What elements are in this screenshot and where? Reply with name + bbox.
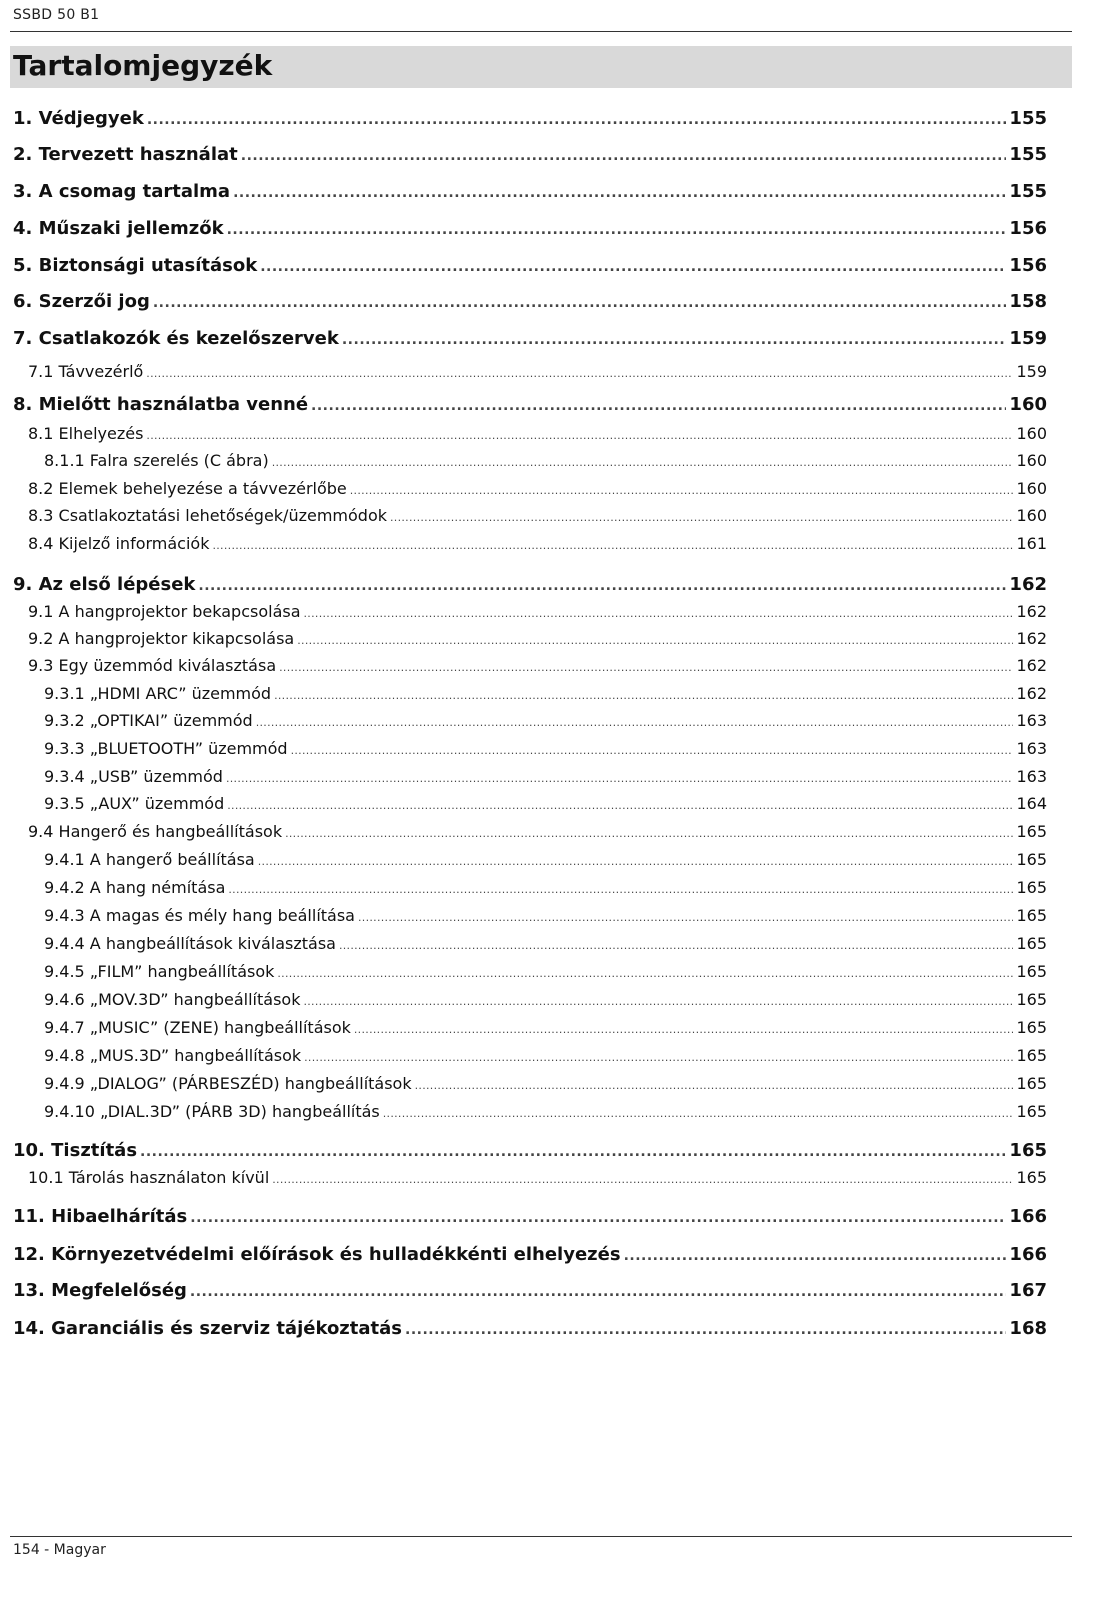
toc-entry-page: 165: [1016, 934, 1047, 953]
toc-entry[interactable]: [44, 711, 1047, 730]
toc-entry[interactable]: [13, 255, 1047, 276]
toc-leader-dots: [274, 689, 1013, 702]
toc-leader-dots: [241, 148, 1007, 164]
toc-entry-page: 155: [1009, 144, 1047, 165]
toc-leader-dots: [297, 634, 1013, 647]
toc-entry-page: 162: [1016, 656, 1047, 675]
toc-entry-page: 160: [1016, 451, 1047, 470]
toc-entry-page: 166: [1009, 1206, 1047, 1227]
toc-entry-label: 14. Garanciális és szerviz tájékoztatás: [13, 1318, 403, 1339]
toc-leader-dots: [277, 967, 1013, 980]
toc-entry-label: 9.3.5 „AUX” üzemmód: [44, 794, 225, 813]
toc-entry[interactable]: [13, 1318, 1047, 1339]
toc-entry-label: 13. Megfelelőség: [13, 1280, 187, 1301]
toc-entry[interactable]: [28, 362, 1047, 381]
toc-leader-dots: [291, 744, 1014, 757]
toc-leader-dots: [227, 799, 1013, 812]
page-footer: 154 - Magyar: [13, 1542, 106, 1558]
toc-entry-page: 165: [1016, 906, 1047, 925]
toc-entry[interactable]: [44, 906, 1047, 925]
toc-entry[interactable]: [44, 739, 1047, 758]
toc-leader-dots: [190, 1210, 1006, 1226]
toc-entry-page: 160: [1009, 394, 1047, 415]
toc-entry-page: 162: [1016, 684, 1047, 703]
toc-entry-label: 10.1 Tárolás használaton kívül: [28, 1168, 270, 1187]
toc-entry-label: 4. Műszaki jellemzők: [13, 218, 224, 239]
toc-leader-dots: [226, 772, 1014, 785]
toc-entry-page: 163: [1016, 767, 1047, 786]
toc-leader-dots: [405, 1322, 1006, 1338]
toc-entry[interactable]: [13, 1206, 1047, 1227]
toc-entry-label: 8.2 Elemek behelyezése a távvezérlőbe: [28, 479, 347, 498]
toc-leader-dots: [311, 398, 1006, 414]
toc-leader-dots: [350, 484, 1014, 497]
toc-entry-page: 155: [1009, 108, 1047, 129]
toc-entry[interactable]: [13, 181, 1047, 202]
toc-entry-label: 8.4 Kijelző információk: [28, 534, 210, 553]
toc-leader-dots: [285, 827, 1013, 840]
toc-entry[interactable]: [44, 878, 1047, 897]
toc-entry-page: 158: [1009, 291, 1047, 312]
toc-entry-label: 9.4.3 A magas és mély hang beállítása: [44, 906, 355, 925]
toc-entry[interactable]: [13, 1280, 1047, 1301]
toc-leader-dots: [303, 995, 1013, 1008]
toc-entry[interactable]: [13, 144, 1047, 165]
toc-entry[interactable]: [13, 328, 1047, 349]
toc-entry[interactable]: [44, 962, 1047, 981]
toc-entry-page: 165: [1016, 990, 1047, 1009]
toc-leader-dots: [227, 222, 1007, 238]
toc-entry-page: 161: [1016, 534, 1047, 553]
page-title: Tartalomjegyzék: [13, 49, 273, 82]
toc-entry[interactable]: [44, 1102, 1047, 1121]
toc-entry-page: 165: [1016, 1018, 1047, 1037]
toc-entry[interactable]: [28, 629, 1047, 648]
toc-leader-dots: [383, 1107, 1014, 1120]
toc-leader-dots: [228, 883, 1013, 896]
toc-entry-page: 165: [1016, 878, 1047, 897]
toc-entry[interactable]: [13, 1244, 1047, 1265]
toc-entry[interactable]: [44, 990, 1047, 1009]
toc-leader-dots: [354, 1023, 1014, 1036]
toc-entry[interactable]: [44, 850, 1047, 869]
toc-leader-dots: [258, 855, 1014, 868]
toc-leader-dots: [190, 1284, 1007, 1300]
toc-leader-dots: [279, 661, 1013, 674]
toc-leader-dots: [256, 716, 1014, 729]
toc-leader-dots: [415, 1079, 1014, 1092]
toc-entry-label: 9.3.1 „HDMI ARC” üzemmód: [44, 684, 272, 703]
toc-entry[interactable]: [44, 451, 1047, 470]
toc-entry-label: 9.3.2 „OPTIKAI” üzemmód: [44, 711, 253, 730]
toc-leader-dots: [390, 511, 1013, 524]
header-divider: [10, 31, 1072, 32]
toc-entry[interactable]: [28, 1168, 1047, 1187]
toc-leader-dots: [304, 607, 1014, 620]
toc-leader-dots: [146, 429, 1013, 442]
toc-entry-label: 9.4.1 A hangerő beállítása: [44, 850, 255, 869]
toc-entry[interactable]: [28, 424, 1047, 443]
toc-leader-dots: [140, 1144, 1006, 1160]
toc-entry-page: 165: [1016, 962, 1047, 981]
toc-entry[interactable]: [44, 1074, 1047, 1093]
toc-entry-label: 9.4.2 A hang némítása: [44, 878, 226, 897]
toc-leader-dots: [198, 578, 1006, 594]
toc-entry[interactable]: [13, 218, 1047, 239]
toc-entry-label: 9.4.7 „MUSIC” (ZENE) hangbeállítások: [44, 1018, 351, 1037]
toc-entry[interactable]: [28, 602, 1047, 621]
toc-entry-page: 167: [1009, 1280, 1047, 1301]
toc-entry[interactable]: [44, 934, 1047, 953]
toc-entry[interactable]: [44, 684, 1047, 703]
toc-entry-label: 11. Hibaelhárítás: [13, 1206, 188, 1227]
toc-entry[interactable]: [44, 1046, 1047, 1065]
toc-entry-page: 162: [1016, 602, 1047, 621]
toc-entry-label: 3. A csomag tartalma: [13, 181, 231, 202]
toc-entry-label: 7.1 Távvezérlő: [28, 362, 144, 381]
document-header: SSBD 50 B1: [13, 7, 100, 23]
toc-entry-label: 8.1.1 Falra szerelés (C ábra): [44, 451, 269, 470]
toc-entry-page: 162: [1016, 629, 1047, 648]
toc-entry-label: 1. Védjegyek: [13, 108, 144, 129]
toc-entry-label: 8.3 Csatlakoztatási lehetőségek/üzemmódok: [28, 506, 387, 525]
toc-entry-page: 160: [1016, 424, 1047, 443]
toc-entry[interactable]: [28, 822, 1047, 841]
toc-entry-page: 163: [1016, 711, 1047, 730]
toc-entry-label: 9.4.5 „FILM” hangbeállítások: [44, 962, 275, 981]
toc-leader-dots: [146, 367, 1013, 380]
toc-entry[interactable]: [44, 767, 1047, 786]
toc-entry[interactable]: [44, 794, 1047, 813]
toc-entry-page: 168: [1009, 1318, 1047, 1339]
toc-leader-dots: [339, 939, 1014, 952]
toc-entry-page: 165: [1016, 822, 1047, 841]
toc-entry-page: 165: [1016, 1046, 1047, 1065]
toc-entry-page: 155: [1009, 181, 1047, 202]
toc-leader-dots: [624, 1248, 1007, 1264]
toc-leader-dots: [212, 539, 1013, 552]
toc-entry-page: 160: [1016, 479, 1047, 498]
toc-entry-label: 12. Környezetvédelmi előírások és hulladékkénti elhelyezés: [13, 1244, 621, 1265]
toc-entry[interactable]: [13, 1140, 1047, 1161]
toc-entry-label: 9.2 A hangprojektor kikapcsolása: [28, 629, 295, 648]
toc-entry-label: 9.4.4 A hangbeállítások kiválasztása: [44, 934, 336, 953]
toc-entry-page: 165: [1009, 1140, 1047, 1161]
footer-divider: [10, 1536, 1072, 1537]
toc-entry-page: 159: [1009, 328, 1047, 349]
toc-leader-dots: [358, 911, 1013, 924]
toc-entry-page: 165: [1016, 1074, 1047, 1093]
toc-entry-label: 9.4 Hangerő és hangbeállítások: [28, 822, 283, 841]
toc-entry[interactable]: [44, 1018, 1047, 1037]
title-band: [10, 46, 1072, 88]
toc-entry[interactable]: [13, 291, 1047, 312]
toc-entry-label: 9.4.6 „MOV.3D” hangbeállítások: [44, 990, 301, 1009]
toc-entry-page: 156: [1009, 218, 1047, 239]
toc-entry[interactable]: [28, 506, 1047, 525]
toc-entry-label: 9. Az első lépések: [13, 574, 196, 595]
toc-entry-page: 162: [1009, 574, 1047, 595]
toc-entry-label: 6. Szerzői jog: [13, 291, 150, 312]
toc-leader-dots: [233, 185, 1006, 201]
toc-entry[interactable]: [13, 108, 1047, 129]
toc-leader-dots: [272, 456, 1014, 469]
toc-entry-label: 2. Tervezett használat: [13, 144, 238, 165]
toc-entry-page: 160: [1016, 506, 1047, 525]
toc-entry-label: 9.4.8 „MUS.3D” hangbeállítások: [44, 1046, 302, 1065]
toc-entry-page: 165: [1016, 850, 1047, 869]
toc-entry-page: 164: [1016, 794, 1047, 813]
toc-leader-dots: [272, 1173, 1013, 1186]
toc-leader-dots: [342, 332, 1007, 348]
toc-entry-label: 7. Csatlakozók és kezelőszervek: [13, 328, 339, 349]
toc-entry[interactable]: [28, 479, 1047, 498]
toc-entry-page: 165: [1016, 1102, 1047, 1121]
toc-leader-dots: [304, 1051, 1013, 1064]
toc-entry-page: 156: [1009, 255, 1047, 276]
toc-entry-page: 163: [1016, 739, 1047, 758]
toc-entry-label: 9.4.10 „DIAL.3D” (PÁRB 3D) hangbeállítás: [44, 1102, 380, 1121]
toc-entry-label: 9.1 A hangprojektor bekapcsolása: [28, 602, 301, 621]
toc-leader-dots: [147, 112, 1007, 128]
toc-entry-label: 5. Biztonsági utasítások: [13, 255, 258, 276]
toc-entry-label: 8.1 Elhelyezés: [28, 424, 144, 443]
toc-entry-page: 159: [1016, 362, 1047, 381]
toc-entry-label: 9.3.3 „BLUETOOTH” üzemmód: [44, 739, 288, 758]
toc-entry-page: 165: [1016, 1168, 1047, 1187]
toc-entry[interactable]: [28, 656, 1047, 675]
toc-entry-label: 9.4.9 „DIALOG” (PÁRBESZÉD) hangbeállítások: [44, 1074, 412, 1093]
toc-entry-page: 166: [1009, 1244, 1047, 1265]
toc-entry[interactable]: [13, 394, 1047, 415]
toc-entry-label: 10. Tisztítás: [13, 1140, 138, 1161]
toc-entry-label: 8. Mielőtt használatba venné: [13, 394, 309, 415]
toc-leader-dots: [153, 295, 1007, 311]
toc-entry-label: 9.3 Egy üzemmód kiválasztása: [28, 656, 277, 675]
toc-entry-label: 9.3.4 „USB” üzemmód: [44, 767, 223, 786]
toc-entry[interactable]: [13, 574, 1047, 595]
toc-leader-dots: [260, 259, 1006, 275]
toc-entry[interactable]: [28, 534, 1047, 553]
